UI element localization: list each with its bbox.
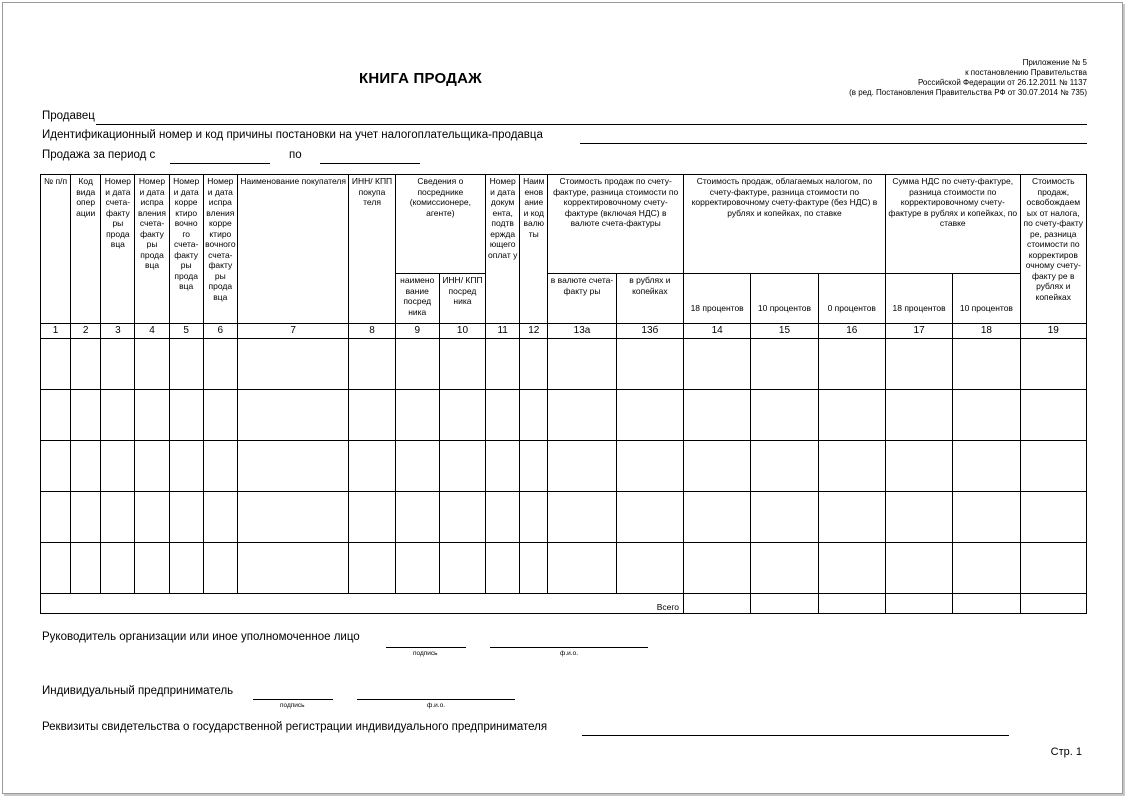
column-number: 10 [439, 324, 485, 339]
total-row [41, 594, 1087, 614]
header-cell-17: 18 процентов [885, 274, 952, 324]
table-cell[interactable] [41, 543, 71, 594]
header-cell-5: Номер и дата корре ктиро вочно го счета-факту ры прода вца [169, 175, 203, 324]
table-cell[interactable] [885, 390, 952, 441]
entrepreneur-signature-field[interactable] [253, 699, 333, 700]
column-number: 11 [486, 324, 520, 339]
entrepreneur-label: Индивидуальный предприниматель [42, 685, 234, 697]
table-cell[interactable] [71, 339, 101, 390]
period-to-label: по [289, 149, 302, 161]
table-cell[interactable] [135, 543, 169, 594]
period-to-field[interactable] [320, 163, 420, 164]
table-cell[interactable] [616, 441, 683, 492]
column-number: 6 [203, 324, 237, 339]
column-number: 3 [101, 324, 135, 339]
requisites-field[interactable] [582, 735, 1009, 736]
inn-kpp-field[interactable] [580, 143, 1087, 144]
table-cell[interactable] [169, 441, 203, 492]
total-cell-19[interactable] [1020, 594, 1086, 614]
table-cell[interactable] [439, 339, 485, 390]
table-cell[interactable] [683, 339, 750, 390]
table-cell[interactable] [616, 492, 683, 543]
annex-line: Приложение № 5 [1022, 58, 1087, 67]
table-cell[interactable] [169, 339, 203, 390]
table-cell[interactable] [101, 390, 135, 441]
table-cell[interactable] [101, 339, 135, 390]
head-name-caption: ф.и.о. [560, 650, 579, 657]
table-cell[interactable] [101, 492, 135, 543]
table-cell[interactable] [683, 441, 750, 492]
table-cell[interactable] [548, 492, 616, 543]
table-cell[interactable] [818, 390, 885, 441]
table-cell[interactable] [1020, 390, 1086, 441]
header-cell-12: Наим енов ание и код валю ты [520, 175, 548, 324]
table-cell[interactable] [520, 390, 548, 441]
table-cell[interactable] [203, 339, 237, 390]
column-number: 19 [1020, 324, 1086, 339]
column-number: 7 [237, 324, 349, 339]
table-cell[interactable] [1020, 543, 1086, 594]
table-cell[interactable] [237, 441, 349, 492]
column-number: 9 [395, 324, 439, 339]
table-cell[interactable] [135, 339, 169, 390]
header-cell-4: Номер и дата испра вления счета-факту ры прода вца [135, 175, 169, 324]
table-cell[interactable] [953, 339, 1020, 390]
table-cell[interactable] [683, 492, 750, 543]
table-cell[interactable] [71, 543, 101, 594]
table-cell[interactable] [203, 390, 237, 441]
annex-line: к постановлению Правительства [965, 68, 1087, 77]
table-cell[interactable] [41, 339, 71, 390]
header-cell-19: Стоимость продаж, освобождаем ых от налога, по счету-факту ре, разница стоимости по корректиров очному счету-факту ре в рублях и копейках [1020, 175, 1086, 324]
table-cell[interactable] [439, 441, 485, 492]
table-cell[interactable] [520, 339, 548, 390]
header-cell-11: Номер и дата докум ента, подтв ержда ющего оплат у [486, 175, 520, 324]
table-cell[interactable] [885, 492, 952, 543]
table-cell[interactable] [520, 492, 548, 543]
table-cell[interactable] [237, 339, 349, 390]
total-cell-17[interactable] [885, 594, 952, 614]
table-cell[interactable] [953, 390, 1020, 441]
total-cell-15[interactable] [751, 594, 818, 614]
inn-kpp-label: Идентификационный номер и код причины постановки на учет налогоплательщика-продавца [42, 129, 543, 141]
table-cell[interactable] [818, 543, 885, 594]
column-number: 16 [818, 324, 885, 339]
table-cell[interactable] [349, 543, 395, 594]
table-cell[interactable] [395, 441, 439, 492]
table-cell[interactable] [237, 492, 349, 543]
annex-note [849, 58, 1087, 98]
table-cell[interactable] [203, 441, 237, 492]
table-cell[interactable] [349, 441, 395, 492]
column-number: 15 [751, 324, 818, 339]
table-cell[interactable] [520, 543, 548, 594]
table-cell[interactable] [683, 543, 750, 594]
column-number: 2 [71, 324, 101, 339]
table-cell[interactable] [135, 441, 169, 492]
table-cell[interactable] [439, 492, 485, 543]
table-cell[interactable] [169, 390, 203, 441]
table-cell[interactable] [395, 390, 439, 441]
table-cell[interactable] [751, 492, 818, 543]
table-cell[interactable] [349, 492, 395, 543]
table-cell[interactable] [71, 441, 101, 492]
table-cell[interactable] [683, 390, 750, 441]
total-cell-16[interactable] [818, 594, 885, 614]
header-row-1 [41, 175, 1087, 274]
table-cell[interactable] [486, 339, 520, 390]
table-cell[interactable] [41, 390, 71, 441]
header-cell-6: Номер и дата испра вления корре ктиро вочного счета-факту ры прода вца [203, 175, 237, 324]
header-cell-13: Стоимость продаж по счету-фактуре, разница стоимости по корректировочному счету-фактуре (включая НДС) в валюте счета-фактуры [548, 175, 684, 274]
seller-label: Продавец [42, 110, 95, 122]
table-cell[interactable] [885, 543, 952, 594]
table-cell[interactable] [548, 543, 616, 594]
requisites-label: Реквизиты свидетельства о государственной регистрации индивидуального предпринимателя [42, 721, 548, 733]
table-cell[interactable] [548, 339, 616, 390]
header-cell-17-18: Сумма НДС по счету-фактуре, разница стоимости по корректировочному счету-фактуре в рублях и копейках, по ставке [885, 175, 1020, 274]
header-cell-10: ИНН/ КПП посред ника [439, 274, 485, 324]
header-cell-15: 10 процентов [751, 274, 818, 324]
table-cell[interactable] [349, 390, 395, 441]
table-cell[interactable] [1020, 441, 1086, 492]
table-cell[interactable] [548, 390, 616, 441]
seller-field[interactable] [96, 124, 1087, 125]
table-cell[interactable] [101, 441, 135, 492]
table-cell[interactable] [1020, 492, 1086, 543]
total-cell-14[interactable] [683, 594, 750, 614]
table-cell[interactable] [237, 543, 349, 594]
table-cell[interactable] [135, 390, 169, 441]
table-cell[interactable] [548, 441, 616, 492]
table-row [41, 339, 1087, 390]
header-cell-7: Наименование покупателя [237, 175, 349, 324]
table-cell[interactable] [885, 441, 952, 492]
annex-line: (в ред. Постановления Правительства РФ от 30.07.2014 № 735) [849, 88, 1087, 97]
head-sign-caption: подпись [413, 650, 438, 657]
table-cell[interactable] [1020, 339, 1086, 390]
entrepreneur-sign-caption: подпись [280, 702, 305, 709]
header-cell-9: наимено вание посред ника [395, 274, 439, 324]
table-row [41, 492, 1087, 543]
table-cell[interactable] [395, 339, 439, 390]
header-cell-3: Номер и дата счета-факту ры прода вца [101, 175, 135, 324]
column-number: 13а [548, 324, 616, 339]
sales-book-table [40, 174, 1087, 614]
table-cell[interactable] [203, 543, 237, 594]
table-cell[interactable] [71, 492, 101, 543]
head-signature-label: Руководитель организации или иное уполномоченное лицо [42, 631, 360, 643]
table-cell[interactable] [953, 492, 1020, 543]
table-row [41, 441, 1087, 492]
table-cell[interactable] [237, 390, 349, 441]
table-cell[interactable] [751, 441, 818, 492]
table-row [41, 390, 1087, 441]
total-label: Всего [41, 594, 684, 614]
table-cell[interactable] [71, 390, 101, 441]
table-cell[interactable] [751, 543, 818, 594]
entrepreneur-name-caption: ф.и.о. [427, 702, 446, 709]
table-cell[interactable] [616, 339, 683, 390]
entrepreneur-name-field[interactable] [357, 699, 515, 700]
table-cell[interactable] [818, 339, 885, 390]
header-cell-18: 10 процентов [953, 274, 1020, 324]
table-cell[interactable] [953, 543, 1020, 594]
table-cell[interactable] [486, 441, 520, 492]
column-number: 5 [169, 324, 203, 339]
table-cell[interactable] [101, 543, 135, 594]
table-cell[interactable] [486, 492, 520, 543]
table-cell[interactable] [953, 441, 1020, 492]
page-number: Стр. 1 [1050, 746, 1082, 758]
table-cell[interactable] [520, 441, 548, 492]
column-number: 13б [616, 324, 683, 339]
head-name-field[interactable] [490, 647, 648, 648]
table-cell[interactable] [486, 390, 520, 441]
table-cell[interactable] [616, 390, 683, 441]
table-cell[interactable] [41, 492, 71, 543]
header-cell-14-16: Стоимость продаж, облагаемых налогом, по счету-фактуре, разница стоимости по корректировочному счету-фактуре (без НДС) в рублях и копейках, по ставке [683, 175, 885, 274]
head-signature-field[interactable] [386, 647, 466, 648]
header-cell-13b: в рублях и копейках [616, 274, 683, 324]
table-row [41, 543, 1087, 594]
annex-line: Российской Федерации от 26.12.2011 № 1137 [917, 78, 1087, 87]
header-cell-14: 18 процентов [683, 274, 750, 324]
header-cell-16: 0 процентов [818, 274, 885, 324]
header-cell-2: Код вида опер ации [71, 175, 101, 324]
table-cell[interactable] [41, 441, 71, 492]
document-title: КНИГА ПРОДАЖ [359, 70, 482, 87]
period-from-label: Продажа за период с [42, 149, 156, 161]
column-number: 17 [885, 324, 952, 339]
header-cell-1: № п/п [41, 175, 71, 324]
table-cell[interactable] [203, 492, 237, 543]
header-cell-9-10: Сведения о посреднике (комиссионере, агенте) [395, 175, 485, 274]
table-cell[interactable] [616, 543, 683, 594]
column-number: 1 [41, 324, 71, 339]
table-cell[interactable] [439, 390, 485, 441]
table-cell[interactable] [349, 339, 395, 390]
table-cell[interactable] [395, 543, 439, 594]
column-number: 14 [683, 324, 750, 339]
table-cell[interactable] [169, 543, 203, 594]
table-cell[interactable] [751, 339, 818, 390]
table-cell[interactable] [486, 543, 520, 594]
column-number: 4 [135, 324, 169, 339]
table-cell[interactable] [751, 390, 818, 441]
table-cell[interactable] [885, 339, 952, 390]
column-number: 18 [953, 324, 1020, 339]
table-cell[interactable] [439, 543, 485, 594]
table-cell[interactable] [395, 492, 439, 543]
total-cell-18[interactable] [953, 594, 1020, 614]
column-number-row [41, 324, 1087, 339]
period-from-field[interactable] [170, 163, 270, 164]
header-cell-13a: в валюте счета-факту ры [548, 274, 616, 324]
table-cell[interactable] [818, 441, 885, 492]
header-cell-8: ИНН/ КПП покупа теля [349, 175, 395, 324]
table-cell[interactable] [169, 492, 203, 543]
column-number: 8 [349, 324, 395, 339]
table-cell[interactable] [818, 492, 885, 543]
column-number: 12 [520, 324, 548, 339]
table-cell[interactable] [135, 492, 169, 543]
